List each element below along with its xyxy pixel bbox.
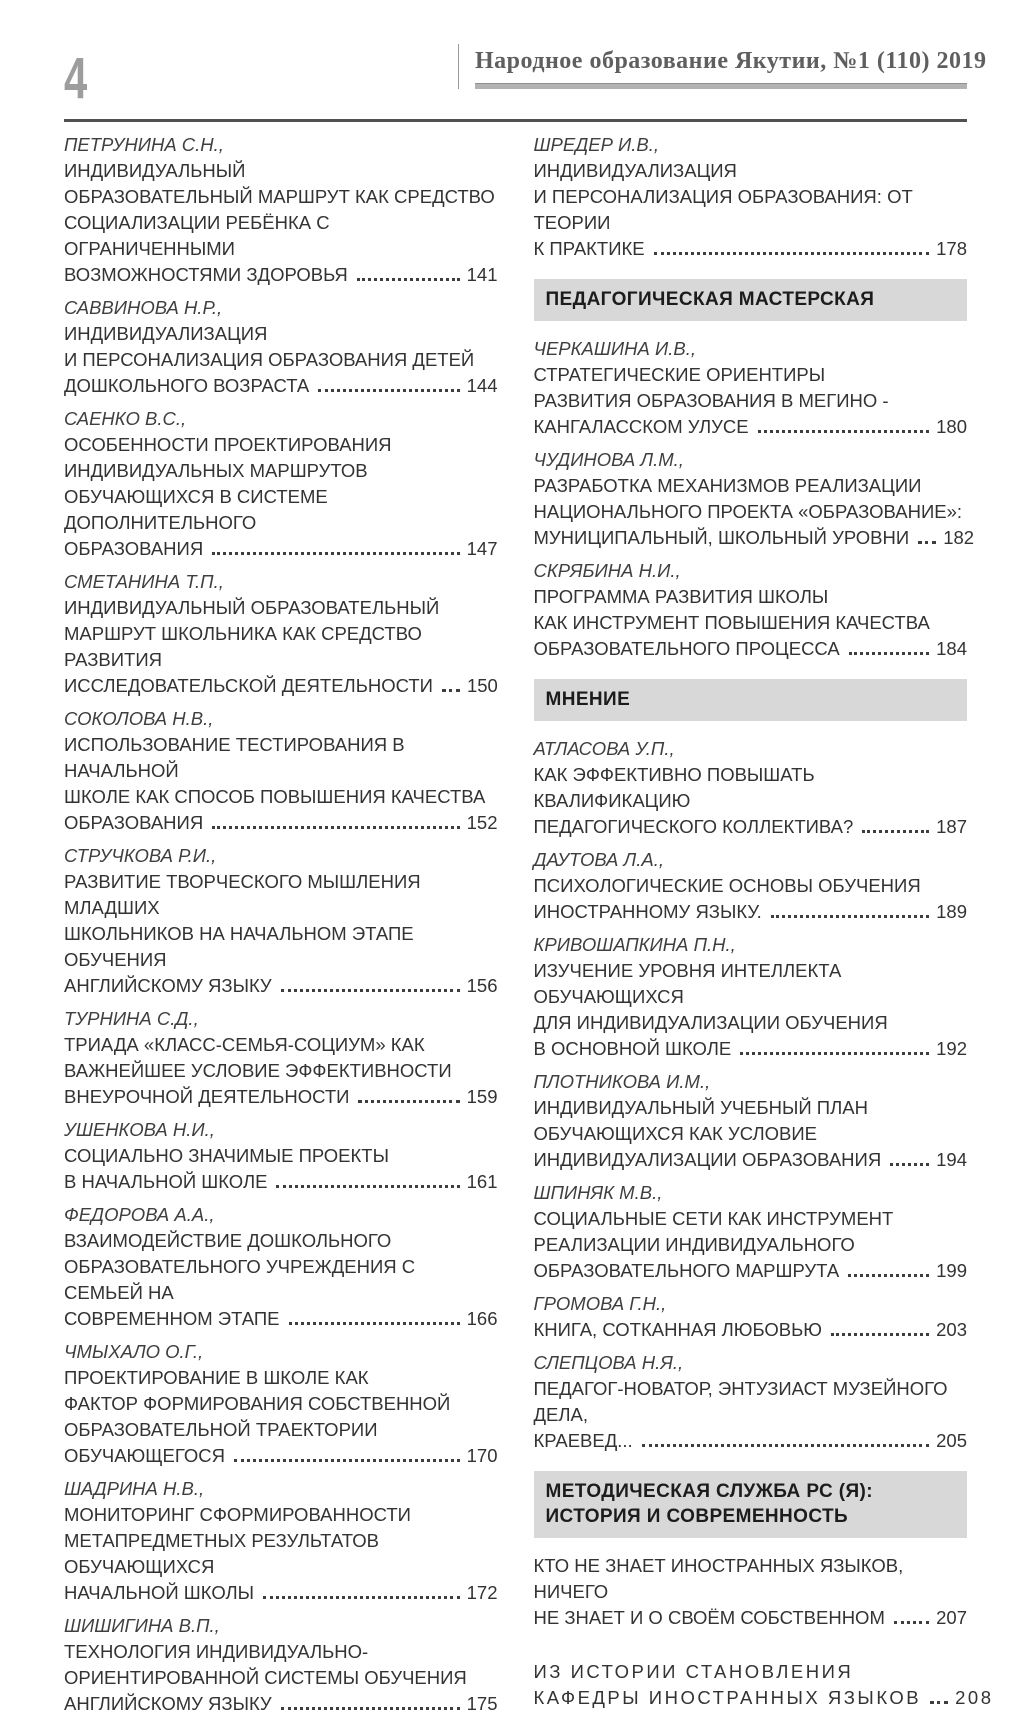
toc-entry-title-line xyxy=(64,1306,498,1332)
toc-page-ref: 147 xyxy=(466,538,498,559)
toc-entry-title-text: В ОСНОВНОЙ ШКОЛЕ xyxy=(533,1038,732,1059)
page-number: 4 xyxy=(64,46,88,111)
toc-entry-title-text: ПЕДАГОГИЧЕСКОГО КОЛЛЕКТИВА? xyxy=(533,816,854,837)
toc-entry-title-line: СТРАТЕГИЧЕСКИЕ ОРИЕНТИРЫ xyxy=(533,364,826,385)
toc-entry-title-line: РАЗРАБОТКА МЕХАНИЗМОВ РЕАЛИЗАЦИИ xyxy=(533,475,922,496)
toc-entry-title-line xyxy=(534,1317,968,1343)
toc-entry-title-line xyxy=(64,536,498,562)
toc-entry-author: КРИВОШАПКИНА П.Н., xyxy=(533,934,736,955)
toc-page-ref: 182 xyxy=(943,527,975,548)
toc-column-left xyxy=(64,132,498,1724)
dot-leader xyxy=(357,278,460,281)
toc-entry-title-line: ПРОЕКТИРОВАНИЕ В ШКОЛЕ КАК xyxy=(64,1367,369,1388)
toc-page-ref: 141 xyxy=(466,264,498,285)
dot-leader xyxy=(234,1459,460,1462)
toc-entry-title-text: ОБРАЗОВАНИЯ xyxy=(64,538,204,559)
toc-page-ref: 159 xyxy=(466,1086,498,1107)
toc-entry-author: ДАУТОВА Л.А., xyxy=(533,849,664,870)
toc-entry xyxy=(534,847,968,925)
dot-leader xyxy=(212,552,459,555)
toc-entry-title-line xyxy=(534,1258,968,1284)
toc-entry xyxy=(64,1613,498,1717)
toc-entry xyxy=(534,132,968,262)
toc-entry-title-line xyxy=(64,373,498,399)
toc-columns xyxy=(64,122,994,1724)
toc-entry-author: ПЛОТНИКОВА И.М., xyxy=(533,1071,711,1092)
dot-leader xyxy=(890,1163,929,1166)
toc-entry-title-line xyxy=(534,414,968,440)
toc-entry-title-line: КАК ИНСТРУМЕНТ ПОВЫШЕНИЯ КАЧЕСТВА xyxy=(533,612,930,633)
toc-entry-title-line xyxy=(534,1036,968,1062)
dot-leader xyxy=(281,1707,460,1710)
toc-entry xyxy=(64,843,498,999)
dot-leader xyxy=(894,1621,929,1624)
toc-entry-author: ШИШИГИНА В.П., xyxy=(64,1615,220,1636)
toc-entry xyxy=(64,406,498,562)
toc-entry-title-text: ИНДИВИДУАЛИЗАЦИИ ОБРАЗОВАНИЯ xyxy=(533,1149,882,1170)
toc-entry-title-line: ИСПОЛЬЗОВАНИЕ ТЕСТИРОВАНИЯ В НАЧАЛЬНОЙ xyxy=(64,734,405,781)
toc-entry-title-line xyxy=(64,1580,498,1606)
toc-entry xyxy=(534,558,968,662)
journal-title-box xyxy=(458,44,987,89)
toc-entry-title-text: ИНОСТРАННОМУ ЯЗЫКУ. xyxy=(533,901,762,922)
toc-entry xyxy=(533,447,975,551)
toc-entry-title-text: ВНЕУРОЧНОЙ ДЕЯТЕЛЬНОСТИ xyxy=(64,1086,350,1107)
toc-entry-title-line xyxy=(534,899,968,925)
section-header: МЕТОДИЧЕСКАЯ СЛУЖБА РС (Я): ИСТОРИЯ И СОВРЕМЕННОСТЬ xyxy=(534,1471,968,1538)
toc-page-ref: 166 xyxy=(466,1308,498,1329)
dot-leader xyxy=(442,689,460,692)
toc-entry-title-line: ОСОБЕННОСТИ ПРОЕКТИРОВАНИЯ xyxy=(64,434,392,455)
toc-entry xyxy=(534,1180,968,1284)
toc-entry-title-line xyxy=(534,1147,968,1173)
journal-title-underline xyxy=(475,83,967,89)
dot-leader xyxy=(758,430,930,433)
toc-entry-title-line: ПСИХОЛОГИЧЕСКИЕ ОСНОВЫ ОБУЧЕНИЯ xyxy=(533,875,921,896)
toc-entry-author: СЛЕПЦОВА Н.Я., xyxy=(533,1352,684,1373)
toc-entry xyxy=(64,1476,498,1606)
toc-entry xyxy=(64,295,498,399)
toc-page-ref: 152 xyxy=(466,812,498,833)
toc-page-ref: 178 xyxy=(936,238,967,259)
toc-page-ref: 144 xyxy=(466,375,498,396)
toc-entry-title-line xyxy=(64,673,498,699)
toc-entry-title-line: РАЗВИТИЕ ТВОРЧЕСКОГО МЫШЛЕНИЯ МЛАДШИХ xyxy=(64,871,421,918)
toc-entry-title-text: КАФЕДРЫ ИНОСТРАННЫХ ЯЗЫКОВ xyxy=(533,1687,922,1708)
toc-entry-title-line: ДЛЯ ИНДИВИДУАЛИЗАЦИИ ОБУЧЕНИЯ xyxy=(533,1012,888,1033)
toc-entry xyxy=(64,1117,498,1195)
toc-entry-title-line: ИНДИВИДУАЛИЗАЦИЯ xyxy=(64,323,268,344)
toc-page-ref: 184 xyxy=(936,638,967,659)
toc-page-ref: 192 xyxy=(936,1038,967,1059)
dot-leader xyxy=(263,1596,460,1599)
dot-leader xyxy=(654,252,929,255)
toc-entry-title-text: ОБРАЗОВАТЕЛЬНОГО МАРШРУТА xyxy=(533,1260,840,1281)
toc-page-ref: 194 xyxy=(936,1149,967,1170)
toc-entry-author: ФЕДОРОВА А.А., xyxy=(64,1204,215,1225)
toc-entry-author: СТРУЧКОВА Р.И., xyxy=(64,845,217,866)
toc-entry-title-line xyxy=(534,636,968,662)
toc-entry-author: АТЛАСОВА У.П., xyxy=(533,738,675,759)
section-header: МНЕНИЕ xyxy=(534,679,968,721)
toc-entry-title-text: ВОЗМОЖНОСТЯМИ ЗДОРОВЬЯ xyxy=(64,264,348,285)
section-header: ПЕДАГОГИЧЕСКАЯ МАСТЕРСКАЯ xyxy=(534,279,968,321)
toc-entry-title-line: ОРИЕНТИРОВАННОЙ СИСТЕМЫ ОБУЧЕНИЯ xyxy=(64,1667,467,1688)
toc-page-ref: 180 xyxy=(936,416,967,437)
toc-entry-title-line: ИНДИВИДУАЛЬНЫЙ ОБРАЗОВАТЕЛЬНЫЙ xyxy=(64,597,440,618)
toc-entry-title-line: МОНИТОРИНГ СФОРМИРОВАННОСТИ xyxy=(64,1504,411,1525)
toc-entry-title-line xyxy=(533,1685,994,1711)
toc-entry-title-line: МЕТАПРЕДМЕТНЫХ РЕЗУЛЬТАТОВ ОБУЧАЮЩИХСЯ xyxy=(64,1530,379,1577)
toc-entry xyxy=(534,1291,968,1343)
toc-entry-title-line xyxy=(534,1605,968,1631)
toc-page-ref: 207 xyxy=(936,1607,967,1628)
toc-entry-title-text: К ПРАКТИКЕ xyxy=(533,238,645,259)
toc-entry-title-line: ИНДИВИДУАЛЬНЫЙ УЧЕБНЫЙ ПЛАН xyxy=(533,1097,868,1118)
toc-entry xyxy=(534,1350,968,1454)
dot-leader xyxy=(642,1444,929,1447)
toc-entry-author: ШПИНЯК М.В., xyxy=(533,1182,663,1203)
toc-entry xyxy=(534,336,968,440)
dot-leader xyxy=(849,652,929,655)
toc-entry xyxy=(534,736,968,840)
dot-leader xyxy=(212,826,459,829)
toc-entry-title-line: ВАЖНЕЙШЕЕ УСЛОВИЕ ЭФФЕКТИВНОСТИ xyxy=(64,1060,452,1081)
toc-entry-title-line xyxy=(64,262,498,288)
toc-entry-title-line: ВЗАИМОДЕЙСТВИЕ ДОШКОЛЬНОГО xyxy=(64,1230,392,1251)
toc-entry-title-line: СОЦИАЛЬНО ЗНАЧИМЫЕ ПРОЕКТЫ xyxy=(64,1145,389,1166)
toc-entry-title-line xyxy=(64,1084,498,1110)
toc-entry-title-line: ИЗУЧЕНИЕ УРОВНЯ ИНТЕЛЛЕКТА ОБУЧАЮЩИХСЯ xyxy=(533,960,842,1007)
toc-entry-title-line xyxy=(64,1169,498,1195)
toc-entry-author: СМЕТАНИНА Т.П., xyxy=(64,571,224,592)
toc-page-ref: 203 xyxy=(936,1319,967,1340)
toc-entry-title-line: ОБРАЗОВАТЕЛЬНОГО УЧРЕЖДЕНИЯ С СЕМЬЕЙ НА xyxy=(64,1256,416,1303)
toc-entry-title-text: ОБРАЗОВАНИЯ xyxy=(64,812,204,833)
toc-entry-title-line: И ПЕРСОНАЛИЗАЦИЯ ОБРАЗОВАНИЯ ДЕТЕЙ xyxy=(64,349,475,370)
dot-leader xyxy=(918,541,936,544)
toc-entry-title-line: ОБУЧАЮЩИХСЯ В СИСТЕМЕ ДОПОЛНИТЕЛЬНОГО xyxy=(64,486,328,533)
toc-entry-title-text: АНГЛИЙСКОМУ ЯЗЫКУ xyxy=(64,975,272,996)
toc-page-ref: 170 xyxy=(466,1445,498,1466)
toc-entry-title-line: ОБРАЗОВАТЕЛЬНОЙ ТРАЕКТОРИИ xyxy=(64,1419,378,1440)
toc-entry-title-text: КРАЕВЕД... xyxy=(533,1430,633,1451)
toc-page-ref: 205 xyxy=(936,1430,967,1451)
toc-entry-title-text: ИССЛЕДОВАТЕЛЬСКОЙ ДЕЯТЕЛЬНОСТИ xyxy=(64,675,433,696)
toc-entry xyxy=(534,1553,968,1631)
toc-entry xyxy=(534,1069,968,1173)
toc-entry-title-text: АНГЛИЙСКОМУ ЯЗЫКУ xyxy=(64,1693,272,1714)
toc-entry-title-text: ОБРАЗОВАТЕЛЬНОГО ПРОЦЕССА xyxy=(533,638,840,659)
toc-entry-author: ПЕТРУНИНА С.Н., xyxy=(64,134,224,155)
toc-page-ref: 172 xyxy=(466,1582,498,1603)
toc-entry-author: ШАДРИНА Н.В., xyxy=(64,1478,205,1499)
toc-entry-title-line: КТО НЕ ЗНАЕТ ИНОСТРАННЫХ ЯЗЫКОВ, НИЧЕГО xyxy=(533,1555,904,1602)
toc-entry-author: САВВИНОВА Н.Р., xyxy=(64,297,223,318)
toc-page-ref: 187 xyxy=(936,816,967,837)
toc-entry-author: СКРЯБИНА Н.И., xyxy=(533,560,681,581)
toc-entry-author: САЕНКО В.С., xyxy=(64,408,187,429)
dot-leader xyxy=(289,1322,460,1325)
toc-entry-title-text: МУНИЦИПАЛЬНЫЙ, ШКОЛЬНЫЙ УРОВНИ xyxy=(533,527,910,548)
toc-entry-title-line xyxy=(64,1691,498,1717)
page-header xyxy=(64,44,987,111)
toc-entry-title-line: КАК ЭФФЕКТИВНО ПОВЫШАТЬ КВАЛИФИКАЦИЮ xyxy=(533,764,815,811)
toc-page-ref: 161 xyxy=(466,1171,498,1192)
toc-entry-title-line: ИНДИВИДУАЛЬНЫХ МАРШРУТОВ xyxy=(64,460,368,481)
toc-entry-title-line: ШКОЛЕ КАК СПОСОБ ПОВЫШЕНИЯ КАЧЕСТВА xyxy=(64,786,486,807)
dot-leader xyxy=(740,1052,929,1055)
toc-entry-author: СОКОЛОВА Н.В., xyxy=(64,708,214,729)
dot-leader xyxy=(930,1701,948,1704)
toc-entry xyxy=(64,706,498,836)
toc-entry-title-line xyxy=(64,810,498,836)
toc-entry xyxy=(64,1006,498,1110)
toc-entry-title-line: ШКОЛЬНИКОВ НА НАЧАЛЬНОМ ЭТАПЕ ОБУЧЕНИЯ xyxy=(64,923,414,970)
toc-entry-title-text: КНИГА, СОТКАННАЯ ЛЮБОВЬЮ xyxy=(533,1319,822,1340)
toc-entry-title-line: ПРОГРАММА РАЗВИТИЯ ШКОЛЫ xyxy=(533,586,829,607)
dot-leader xyxy=(848,1274,929,1277)
toc-entry xyxy=(534,932,968,1062)
dot-leader xyxy=(281,989,460,992)
toc-entry-author: ЧУДИНОВА Л.М., xyxy=(533,449,684,470)
toc-entry-title-text: НЕ ЗНАЕТ И О СВОЁМ СОБСТВЕННОМ xyxy=(533,1607,885,1628)
toc-entry-title-line: СОЦИАЛЬНЫЕ СЕТИ КАК ИНСТРУМЕНТ xyxy=(533,1208,894,1229)
toc-entry-title-line xyxy=(64,973,498,999)
toc-entry-title-text: В НАЧАЛЬНОЙ ШКОЛЕ xyxy=(64,1171,268,1192)
toc-entry xyxy=(64,1339,498,1469)
toc-page-ref: 189 xyxy=(936,901,967,922)
toc-page-ref: 175 xyxy=(466,1693,498,1714)
dot-leader xyxy=(318,389,459,392)
toc-entry-title-line: ИЗ ИСТОРИИ СТАНОВЛЕНИЯ xyxy=(533,1661,854,1682)
toc-entry xyxy=(533,1659,994,1711)
toc-entry xyxy=(64,132,498,288)
toc-entry-title-line: ИНДИВИДУАЛИЗАЦИЯ xyxy=(533,160,737,181)
toc-entry-title-line: ТЕХНОЛОГИЯ ИНДИВИДУАЛЬНО- xyxy=(64,1641,369,1662)
toc-entry-title-line: НАЦИОНАЛЬНОГО ПРОЕКТА «ОБРАЗОВАНИЕ»: xyxy=(533,501,963,522)
toc-entry-title-line: ПЕДАГОГ-НОВАТОР, ЭНТУЗИАСТ МУЗЕЙНОГО ДЕЛА, xyxy=(533,1378,948,1425)
dot-leader xyxy=(276,1185,459,1188)
toc-entry-title-text: ОБУЧАЮЩЕГОСЯ xyxy=(64,1445,225,1466)
toc-entry-title-line xyxy=(534,814,968,840)
journal-title: Народное образование Якутии, №1 (110) 2019 xyxy=(475,48,987,74)
toc-entry-author: ТУРНИНА С.Д., xyxy=(64,1008,199,1029)
toc-entry-title-line: ОБУЧАЮЩИХСЯ КАК УСЛОВИЕ xyxy=(533,1123,817,1144)
toc-entry-title-text: КАНГАЛАССКОМ УЛУСЕ xyxy=(533,416,749,437)
toc-entry xyxy=(64,1202,498,1332)
toc-entry xyxy=(64,569,498,699)
toc-page-ref: 156 xyxy=(466,975,498,996)
toc-entry-title-line: РАЗВИТИЯ ОБРАЗОВАНИЯ В МЕГИНО - xyxy=(533,390,889,411)
toc-page-ref: 199 xyxy=(936,1260,967,1281)
toc-entry-title-line: МАРШРУТ ШКОЛЬНИКА КАК СРЕДСТВО РАЗВИТИЯ xyxy=(64,623,422,670)
dot-leader xyxy=(358,1100,459,1103)
toc-entry-title-line: ТРИАДА «КЛАСС-СЕМЬЯ-СОЦИУМ» КАК xyxy=(64,1034,425,1055)
dot-leader xyxy=(831,1333,929,1336)
toc-entry-author: УШЕНКОВА Н.И., xyxy=(64,1119,215,1140)
dot-leader xyxy=(862,830,929,833)
toc-entry-title-text: СОВРЕМЕННОМ ЭТАПЕ xyxy=(64,1308,280,1329)
toc-entry-title-text: ДОШКОЛЬНОГО ВОЗРАСТА xyxy=(64,375,310,396)
toc-entry-title-line: ИНДИВИДУАЛЬНЫЙ xyxy=(64,160,246,181)
toc-entry-title-line: ФАКТОР ФОРМИРОВАНИЯ СОБСТВЕННОЙ xyxy=(64,1393,451,1414)
toc-entry-author: ШРЕДЕР И.В., xyxy=(533,134,660,155)
toc-entry-title-line xyxy=(533,525,975,551)
toc-entry-title-line: ОБРАЗОВАТЕЛЬНЫЙ МАРШРУТ КАК СРЕДСТВО xyxy=(64,186,495,207)
toc-entry-title-text: НАЧАЛЬНОЙ ШКОЛЫ xyxy=(64,1582,255,1603)
toc-entry-title-line: РЕАЛИЗАЦИИ ИНДИВИДУАЛЬНОГО xyxy=(533,1234,855,1255)
toc-page-ref: 150 xyxy=(466,675,498,696)
toc-entry-author: ГРОМОВА Г.Н., xyxy=(533,1293,667,1314)
toc-entry-title-line: И ПЕРСОНАЛИЗАЦИЯ ОБРАЗОВАНИЯ: ОТ ТЕОРИИ xyxy=(533,186,913,233)
toc-page-ref: 208 xyxy=(955,1687,994,1708)
toc-column-right xyxy=(533,132,994,1724)
toc-entry-title-line: СОЦИАЛИЗАЦИИ РЕБЁНКА С ОГРАНИЧЕННЫМИ xyxy=(64,212,330,259)
toc-entry-author: ЧМЫХАЛО О.Г., xyxy=(64,1341,204,1362)
dot-leader xyxy=(771,915,929,918)
toc-entry-author: ЧЕРКАШИНА И.В., xyxy=(533,338,696,359)
toc-entry-title-line xyxy=(534,236,968,262)
toc-entry-title-line xyxy=(534,1428,968,1454)
toc-entry-title-line xyxy=(64,1443,498,1469)
